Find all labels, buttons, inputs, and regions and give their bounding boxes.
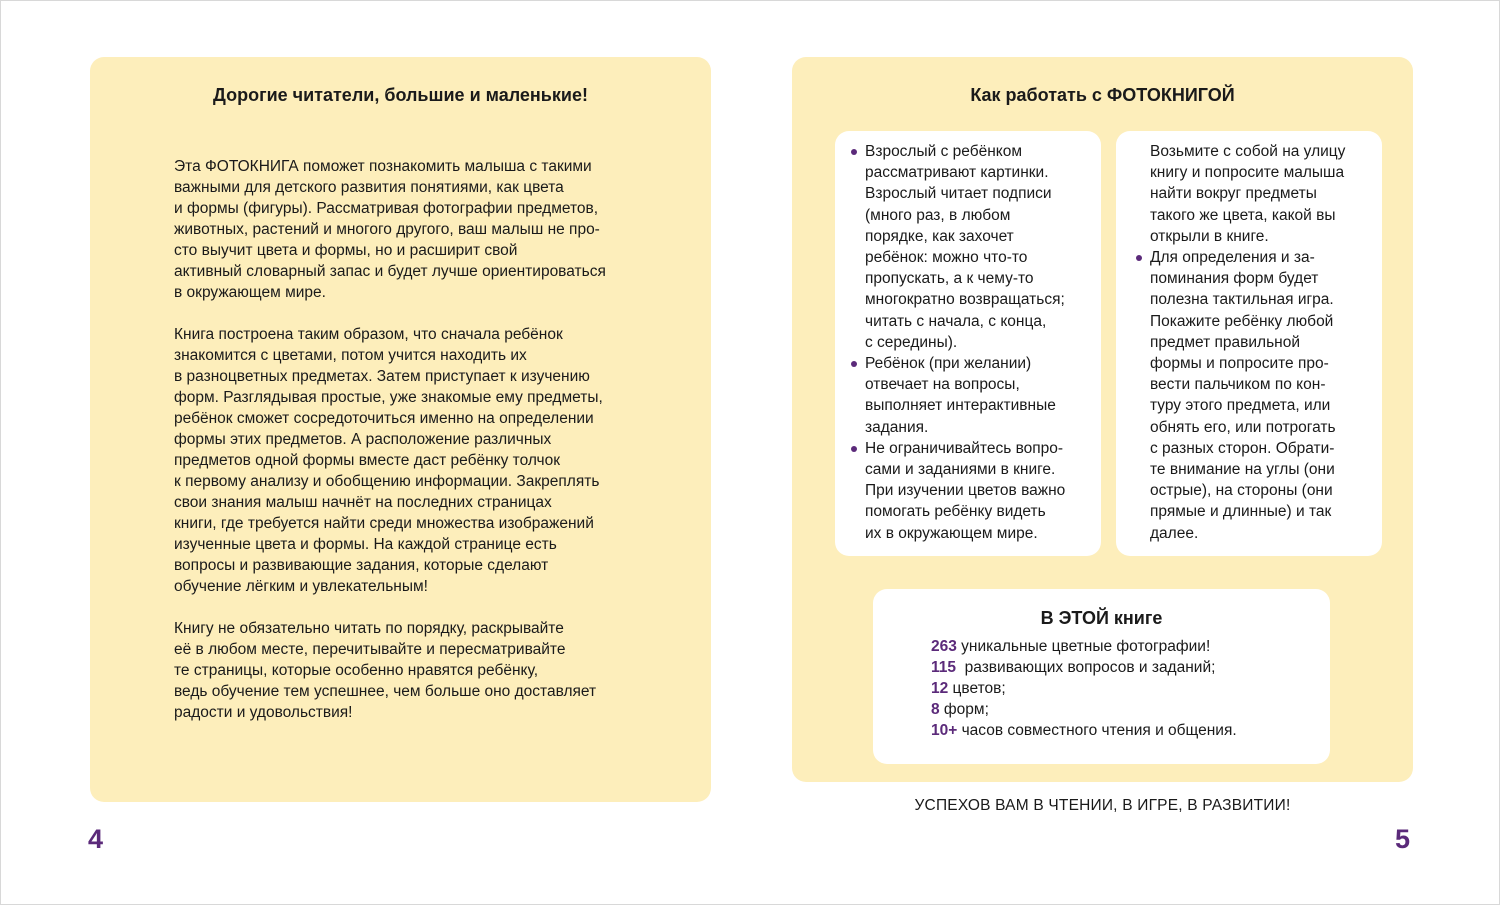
text-line: с середины). (865, 333, 958, 351)
page-number-left: 4 (88, 824, 104, 854)
stat-text: форм; (939, 701, 989, 718)
stat-text: уникальные цветные фотографии! (956, 638, 1211, 655)
text-line: Эта ФОТОКНИГА поможет познакомить малыша с такими (174, 158, 592, 175)
text-line: Покажите ребёнку любой (1150, 312, 1334, 330)
text-line: к первому анализу и обобщению информации. Закреплять (174, 473, 600, 490)
text-line: книгу и попросите малыша (1150, 164, 1345, 182)
text-line: их в окружающем мире. (865, 524, 1038, 542)
stat-number: 12 (931, 680, 949, 697)
left-page-body (174, 156, 674, 744)
book-stats-title: В ЭТОЙ книге (1040, 608, 1163, 628)
text-line: далее. (1150, 524, 1199, 542)
stat-text: часов совместного чтения и общения. (957, 722, 1237, 739)
text-line: в окружающем мире. (174, 284, 326, 301)
text-line: рассматривают картинки. (865, 164, 1049, 182)
instruction-item (1150, 247, 1375, 544)
text-line: ребёнок сможет сосредоточиться именно на определении (174, 410, 594, 427)
text-line: обнять его, или потрогать (1150, 418, 1336, 436)
left-paragraph (174, 618, 674, 723)
text-line: с разных сторон. Обрати- (1150, 439, 1335, 457)
instruction-item (865, 353, 1095, 438)
text-line: вопросы и развивающие задания, которые сделают (174, 557, 549, 574)
text-line: радости и удовольствия! (174, 704, 353, 721)
text-line: (много раз, в любом (865, 206, 1011, 224)
text-line: Взрослый читает подписи (865, 185, 1052, 203)
text-line: поминания форм будет (1150, 270, 1319, 288)
text-line: форм. Разглядывая простые, уже знакомые ему предметы, (174, 389, 603, 406)
text-line: Для определения и за- (1150, 249, 1315, 267)
text-line: задания. (865, 418, 929, 436)
instructions-list-left (865, 141, 1095, 544)
text-line: свои знания малыш начнёт на последних страницах (174, 494, 552, 511)
text-line: обучение лёгким и увлекательным! (174, 578, 428, 595)
footer-wish: УСПЕХОВ ВАМ В ЧТЕНИИ, В ИГРЕ, В РАЗВИТИИ! (914, 797, 1291, 814)
text-line: полезна тактильная игра. (1150, 291, 1334, 309)
stat-text: цветов; (948, 680, 1006, 697)
text-line: Книгу не обязательно читать по порядку, раскрывайте (174, 620, 564, 637)
text-line: формы и попросите про- (1150, 355, 1329, 373)
instruction-item (865, 141, 1095, 353)
text-line: сто выучит цвета и формы, но и расширит свой (174, 242, 518, 259)
right-page-title: Как работать с ФОТОКНИГОЙ (970, 85, 1235, 105)
stat-item (931, 699, 1237, 720)
text-line: Не ограничивайтесь вопро- (865, 439, 1064, 457)
text-line: животных, растений и многого другого, ваш малыш не про- (174, 221, 600, 238)
text-line: туру этого предмета, или (1150, 397, 1331, 415)
text-line: вести пальчиком по кон- (1150, 376, 1326, 394)
text-line: такого же цвета, какой вы (1150, 206, 1336, 224)
stat-number: 263 (931, 638, 957, 655)
text-line: те страницы, которые особенно нравятся ребёнку, (174, 662, 539, 679)
left-page-title: Дорогие читатели, большие и маленькие! (213, 85, 588, 105)
text-line: Книга построена таким образом, что сначала ребёнок (174, 326, 563, 343)
stat-number: 10+ (931, 722, 958, 739)
text-line: предмет правильной (1150, 333, 1300, 351)
text-line: сами и заданиями в книге. (865, 461, 1056, 479)
text-line: активный словарный запас и будет лучше ориентироваться (174, 263, 606, 280)
text-line: Возьмите с собой на улицу (1150, 143, 1346, 160)
text-line: помогать ребёнку видеть (865, 503, 1046, 521)
text-line: формы этих предметов. А расположение различных (174, 431, 552, 448)
text-line: знакомится с цветами, потом учится находить их (174, 347, 527, 364)
text-line: открыли в книге. (1150, 227, 1269, 245)
text-line: и формы (фигуры). Рассматривая фотографии предметов, (174, 200, 599, 217)
instruction-item (1150, 141, 1375, 247)
stat-item (931, 678, 1237, 699)
text-line: ребёнок: можно что-то (865, 249, 1028, 267)
text-line: найти вокруг предметы (1150, 185, 1317, 203)
text-line: предметов одной формы вместе даст ребёнку толчок (174, 452, 561, 469)
stat-number: 115 (931, 659, 957, 676)
instruction-item (865, 438, 1095, 544)
page-number-right: 5 (1395, 824, 1411, 854)
text-line: читать с начала, с конца, (865, 312, 1047, 330)
text-line: книги, где требуется найти среди множества изображений (174, 515, 594, 532)
left-paragraph (174, 324, 674, 597)
text-line: те внимание на углы (они (1150, 461, 1335, 479)
text-line: пропускать, а к чему-то (865, 270, 1034, 288)
text-line: изученные цвета и формы. На каждой странице есть (174, 536, 557, 553)
text-line: важными для детского развития понятиями, как цвета (174, 179, 564, 196)
text-line: в разноцветных предметах. Затем приступает к изучению (174, 368, 590, 385)
text-line: При изучении цветов важно (865, 482, 1066, 500)
text-line: выполняет интерактивные (865, 397, 1056, 415)
text-line: отвечает на вопросы, (865, 376, 1020, 394)
text-line: ведь обучение тем успешнее, чем больше оно доставляет (174, 683, 597, 700)
stat-number: 8 (931, 701, 940, 718)
left-paragraph (174, 156, 674, 303)
text-line: многократно возвращаться; (865, 291, 1065, 309)
stat-item (931, 636, 1237, 657)
stat-text: развивающих вопросов и заданий; (956, 659, 1216, 676)
stat-item (931, 720, 1237, 741)
instructions-list-right (1150, 141, 1375, 544)
stat-item (931, 657, 1237, 678)
text-line: острые), на стороны (они (1150, 482, 1333, 500)
text-line: порядке, как захочет (865, 227, 1014, 245)
book-stats-list (931, 636, 1237, 741)
text-line: её в любом месте, перечитывайте и пересматривайте (174, 641, 566, 658)
text-line: прямые и длинные) и так (1150, 503, 1332, 521)
text-line: Взрослый с ребёнком (865, 143, 1022, 160)
text-line: Ребёнок (при желании) (865, 355, 1032, 373)
